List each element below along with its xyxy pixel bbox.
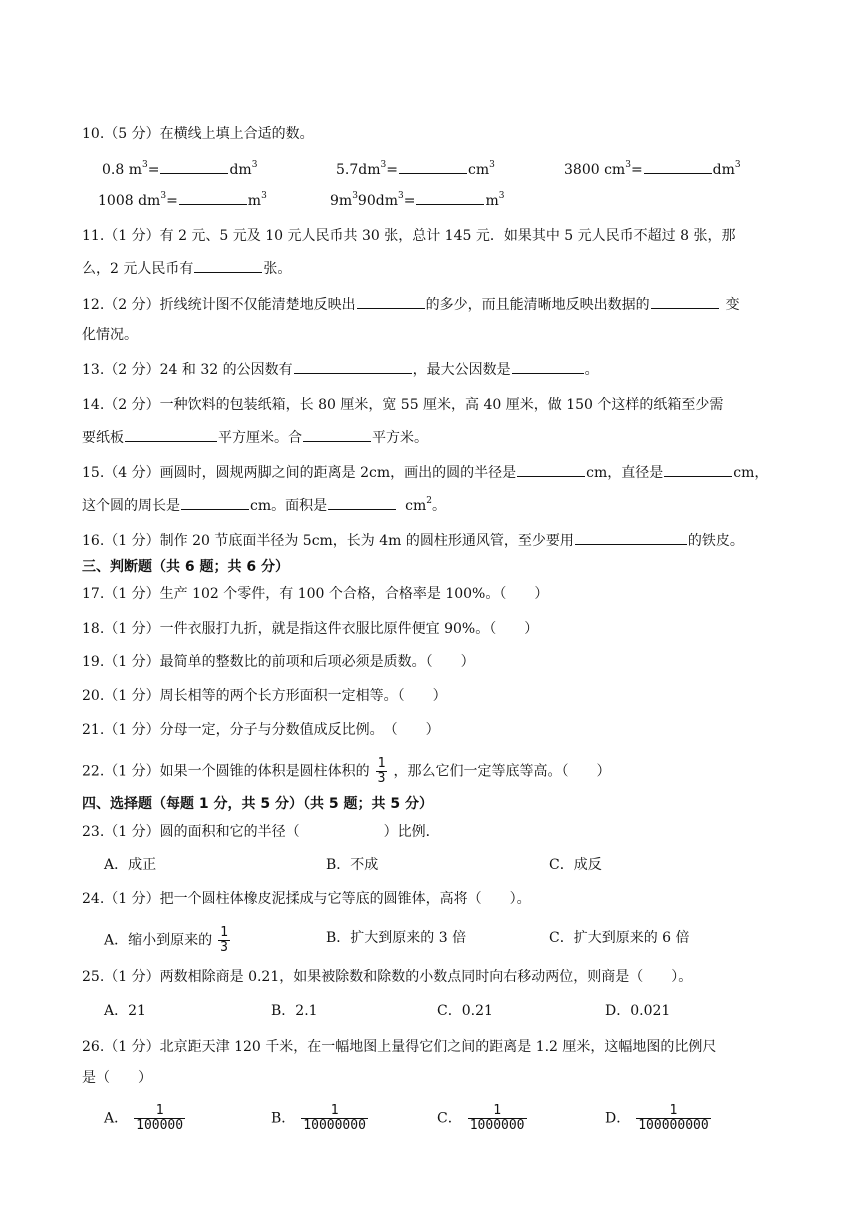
answer-blank[interactable] <box>181 495 249 510</box>
fraction-scale: $\frac{1}{100000}$ <box>136 1103 184 1133</box>
fraction-one-third: $\frac{1}{3}$ <box>377 756 386 786</box>
answer-blank[interactable] <box>328 495 396 510</box>
answer-blank[interactable] <box>194 258 262 273</box>
q25-stem: 25.（1 分）两数相除商是 0.21，如果被除数和除数的小数点同时向右移动两位，则商是（ ）。 <box>82 969 693 985</box>
section-3-heading: 三、判断题（共 6 题；共 6 分） <box>82 559 289 575</box>
q26-option-c[interactable]: C． $\frac{1}{1000000}$ <box>437 1103 525 1133</box>
q25-option-c[interactable]: C．0.21 <box>437 1003 493 1019</box>
q23-option-b[interactable]: B．不成 <box>326 857 379 873</box>
q15-line2: 这个圆的周长是 cm。面积是 $cm^2$。 <box>82 496 446 514</box>
answer-blank[interactable] <box>303 427 371 442</box>
q10-item-1: 0.8 $m^3= dm^3$ <box>102 160 258 178</box>
fraction-one-third: $\frac{1}{3}$ <box>220 925 228 955</box>
q20: 20.（1 分）周长相等的两个长方形面积一定相等。（ ） <box>82 688 447 704</box>
answer-blank[interactable] <box>512 359 584 374</box>
q21: 21.（1 分）分母一定，分子与分数值成反比例。 （ ） <box>82 722 440 738</box>
answer-blank[interactable] <box>416 190 484 205</box>
answer-blank[interactable] <box>517 462 585 477</box>
q11-line1: 11.（1 分）有 2 元、5 元及 10 元人民币共 30 张，总计 145 元．如果其中 5 元人民币不超过 8 张，那 <box>82 228 736 244</box>
q25-option-d[interactable]: D．0.021 <box>605 1003 671 1019</box>
q10-item-4: 1008 $dm^3= m^3$ <box>98 191 267 209</box>
answer-blank[interactable] <box>125 427 217 442</box>
answer-blank[interactable] <box>357 294 425 309</box>
q26-line1: 26.（1 分）北京距天津 120 千米，在一幅地图上量得它们之间的距离是 1.2 厘米，这幅地图的比例尺 <box>82 1039 717 1055</box>
q23-option-a[interactable]: A．成正 <box>104 857 157 873</box>
q11-line2: 么，2 元人民币有 张。 <box>82 258 291 279</box>
answer-blank[interactable] <box>179 190 247 205</box>
q10-item-3: 3800 $cm^3= dm^3$ <box>564 160 741 178</box>
answer-blank[interactable] <box>160 159 228 174</box>
q23-option-c[interactable]: C．成反 <box>549 857 602 873</box>
q10-stem: 10.（5 分）在横线上填上合适的数。 <box>82 126 314 142</box>
answer-blank[interactable] <box>644 159 712 174</box>
fraction-scale: $\frac{1}{10000000}$ <box>303 1103 366 1133</box>
q19: 19.（1 分）最简单的整数比的前项和后项必须是质数。（ ） <box>82 654 475 670</box>
q10-item-5: $9m^390dm^3= m^3$ <box>330 191 505 209</box>
q12-line2: 化情况。 <box>82 327 138 343</box>
q26-option-a[interactable]: A． $\frac{1}{100000}$ <box>104 1103 184 1133</box>
q17: 17.（1 分）生产 102 个零件，有 100 个合格，合格率是 100%。（ ） <box>82 586 549 602</box>
q24-option-c[interactable]: C．扩大到原来的 6 倍 <box>549 930 690 946</box>
answer-blank[interactable] <box>294 359 412 374</box>
q22: 22.（1 分）如果一个圆锥的体积是圆柱体积的 $\frac{1}{3}$ ，那么它们一定等底等高。（ ） <box>82 756 611 786</box>
fraction-scale: $\frac{1}{1000000}$ <box>469 1103 525 1133</box>
q26-option-b[interactable]: B． $\frac{1}{10000000}$ <box>271 1103 366 1133</box>
answer-blank[interactable] <box>575 530 687 545</box>
section-4-heading: 四、选择题（每题 1 分，共 5 分）（共 5 题；共 5 分） <box>82 796 433 812</box>
q24-option-a[interactable]: A．缩小到原来的 $\frac{1}{3}$ <box>104 925 228 955</box>
q14-line1: 14.（2 分）一种饮料的包装纸箱，长 80 厘米，宽 55 厘米，高 40 厘米，做 150 个这样的纸箱至少需 <box>82 397 724 413</box>
answer-blank[interactable] <box>399 159 467 174</box>
q15-line1: 15.（4 分）画圆时，圆规两脚之间的距离是 2cm，画出的圆的半径是 cm，直径是 cm， <box>82 462 768 483</box>
q24-option-b[interactable]: B．扩大到原来的 3 倍 <box>326 930 467 946</box>
q24-stem: 24.（1 分）把一个圆柱体橡皮泥揉成与它等底的圆锥体，高将（ ）。 <box>82 891 531 907</box>
q26-line2: 是（ ） <box>82 1070 152 1086</box>
fraction-scale: $\frac{1}{100000000}$ <box>638 1103 709 1133</box>
q14-line2: 要纸板 平方厘米。合 平方米。 <box>82 427 428 448</box>
q16: 16.（1 分）制作 20 节底面半径为 5cm，长为 4m 的圆柱形通风管，至少要用 的铁皮。 <box>82 530 744 551</box>
q12-line1: 12.（2 分）折线统计图不仅能清楚地反映出 的多少，而且能清晰地反映出数据的 变 <box>82 294 740 315</box>
q13: 13.（2 分）24 和 32 的公因数有 ，最大公因数是 。 <box>82 359 599 380</box>
q25-option-a[interactable]: A．21 <box>104 1003 146 1019</box>
q26-option-d[interactable]: D． $\frac{1}{100000000}$ <box>605 1103 709 1133</box>
answer-blank[interactable] <box>664 462 732 477</box>
q10-item-2: $5.7dm^3= cm^3$ <box>336 160 495 178</box>
answer-blank[interactable] <box>651 294 719 309</box>
q18: 18.（1 分）一件衣服打九折，就是指这件衣服比原件便宜 90%。（ ） <box>82 621 539 637</box>
q25-option-b[interactable]: B．2.1 <box>271 1003 318 1019</box>
q23-stem: 23.（1 分）圆的面积和它的半径（ ）比例． <box>82 824 440 840</box>
